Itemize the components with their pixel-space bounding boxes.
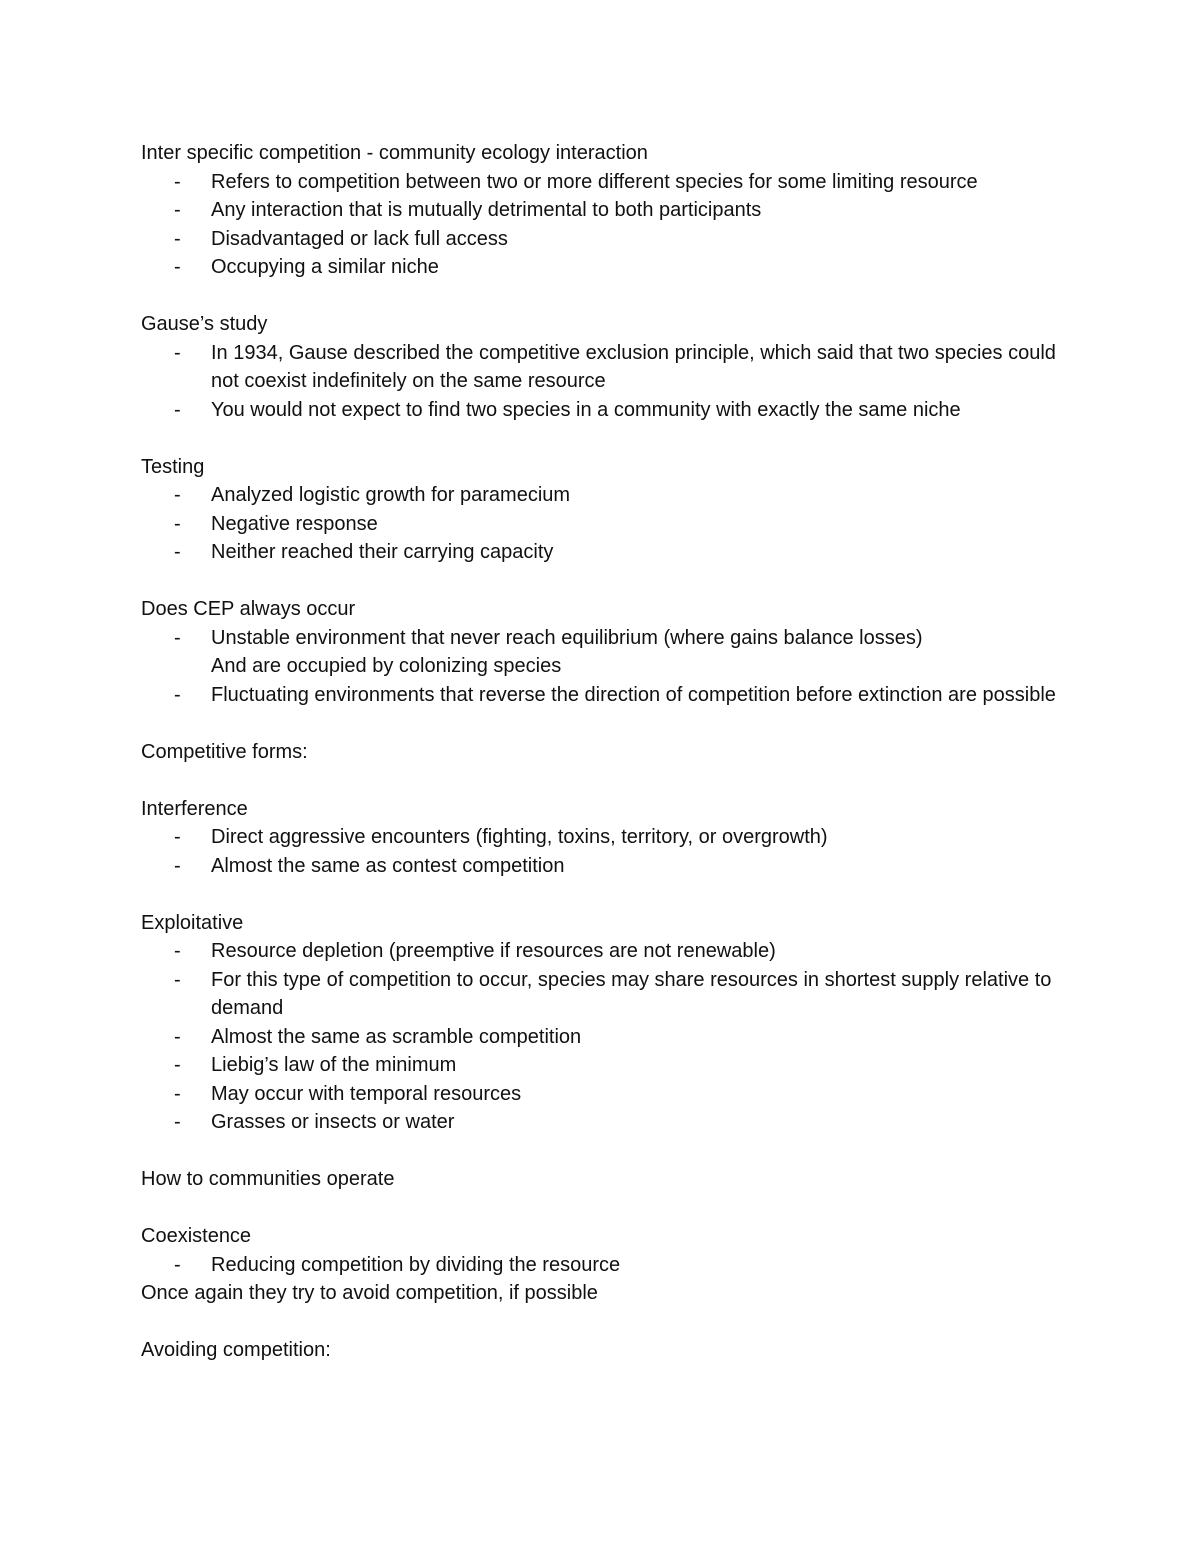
section-heading: Inter specific competition - community ecology interaction — [141, 142, 648, 164]
blank-line — [141, 766, 1061, 795]
list-item: - Liebig’s law of the minimum — [141, 1051, 1061, 1080]
blank-line — [141, 567, 1061, 596]
bullet-list — [141, 481, 1061, 567]
section-does-cep-always-occur — [141, 595, 1061, 709]
paragraph: Once again they try to avoid competition, if possible — [141, 1282, 598, 1304]
list-item: - May occur with temporal resources — [141, 1080, 1061, 1109]
bullet-dash: - — [174, 341, 181, 364]
blank-line — [141, 282, 1061, 311]
bullet-dash: - — [174, 227, 181, 250]
section-heading: Testing — [141, 455, 205, 478]
bullet-dash: - — [174, 683, 181, 706]
bullet-dash: - — [174, 541, 181, 563]
bullet-list — [141, 339, 1061, 425]
section-heading: Avoiding competition: — [141, 1339, 331, 1361]
section-testing — [141, 453, 1061, 567]
bullet-dash: - — [174, 484, 181, 506]
bullet-dash: - — [174, 199, 181, 221]
section-competitive-forms — [141, 738, 1061, 767]
bullet-dash: - — [174, 1111, 181, 1133]
list-item: - Almost the same as scramble competition — [141, 1023, 1061, 1052]
bullet-list — [141, 624, 1061, 710]
bullet-dash: - — [174, 826, 181, 848]
bullet-list — [141, 823, 1061, 880]
list-item: - Direct aggressive encounters (fighting, toxins, territory, or overgrowth) — [141, 823, 1061, 852]
blank-line — [141, 709, 1061, 738]
bullet-list — [141, 937, 1061, 1137]
list-item: - Occupying a similar niche — [141, 253, 1061, 282]
section-heading: Does CEP always occur — [141, 598, 356, 620]
list-item: - Disadvantaged or lack full access — [141, 225, 1061, 254]
list-item: - Any interaction that is mutually detrimental to both participants — [141, 196, 1061, 225]
bullet-dash: - — [174, 1082, 181, 1105]
bullet-dash: - — [174, 940, 181, 962]
blank-line — [141, 1194, 1061, 1223]
bullet-dash: - — [174, 1054, 181, 1076]
list-item: - Unstable environment that never reach equilibrium (where gains balance losses) And are occupied by colonizing species — [141, 624, 1061, 681]
section-how-communities-operate — [141, 1165, 1061, 1194]
list-item: - Negative response — [141, 510, 1061, 539]
list-item: - For this type of competition to occur, species may share resources in shortest supply relative to demand — [141, 966, 1061, 1023]
section-heading: How to communities operate — [141, 1168, 395, 1190]
section-interference — [141, 795, 1061, 881]
list-item: - You would not expect to find two species in a community with exactly the same niche — [141, 396, 1061, 425]
section-heading: Coexistence — [141, 1225, 252, 1247]
bullet-dash: - — [174, 968, 181, 991]
section-heading: Exploitative — [141, 911, 244, 934]
bullet-list — [141, 168, 1061, 282]
list-item: - Fluctuating environments that reverse the direction of competition before extinction are possible — [141, 681, 1061, 710]
section-coexistence — [141, 1222, 1061, 1308]
list-item: - Almost the same as contest competition — [141, 852, 1061, 881]
list-item: - Analyzed logistic growth for paramecium — [141, 481, 1061, 510]
list-item: - Resource depletion (preemptive if resources are not renewable) — [141, 937, 1061, 966]
bullet-dash: - — [174, 1025, 181, 1048]
section-heading: Competitive forms: — [141, 740, 308, 763]
blank-line — [141, 1308, 1061, 1337]
section-gauses-study — [141, 310, 1061, 424]
bullet-dash: - — [174, 170, 181, 193]
list-item: - Refers to competition between two or more different species for some limiting resource — [141, 168, 1061, 197]
section-heading: Gause’s study — [141, 313, 268, 335]
list-item: - Neither reached their carrying capacity — [141, 538, 1061, 567]
list-item-continuation: And are occupied by colonizing species — [211, 655, 562, 677]
bullet-dash: - — [174, 854, 181, 877]
bullet-dash: - — [174, 1253, 181, 1276]
blank-line — [141, 424, 1061, 453]
section-avoiding-competition — [141, 1336, 1061, 1365]
section-heading: Interference — [141, 797, 248, 820]
blank-line — [141, 880, 1061, 909]
document-body — [141, 139, 1061, 1365]
list-item: - Reducing competition by dividing the resource — [141, 1251, 1061, 1280]
list-item: - In 1934, Gause described the competitive exclusion principle, which said that two species could not coexist indefinitely on the same resource — [141, 339, 1061, 396]
blank-line — [141, 1137, 1061, 1166]
bullet-list — [141, 1251, 1061, 1280]
bullet-dash: - — [174, 626, 181, 649]
section-interspecific-competition — [141, 139, 1061, 282]
bullet-dash: - — [174, 398, 181, 421]
list-item: - Grasses or insects or water — [141, 1108, 1061, 1137]
section-exploitative — [141, 909, 1061, 1137]
bullet-dash: - — [174, 256, 181, 278]
bullet-dash: - — [174, 512, 181, 535]
